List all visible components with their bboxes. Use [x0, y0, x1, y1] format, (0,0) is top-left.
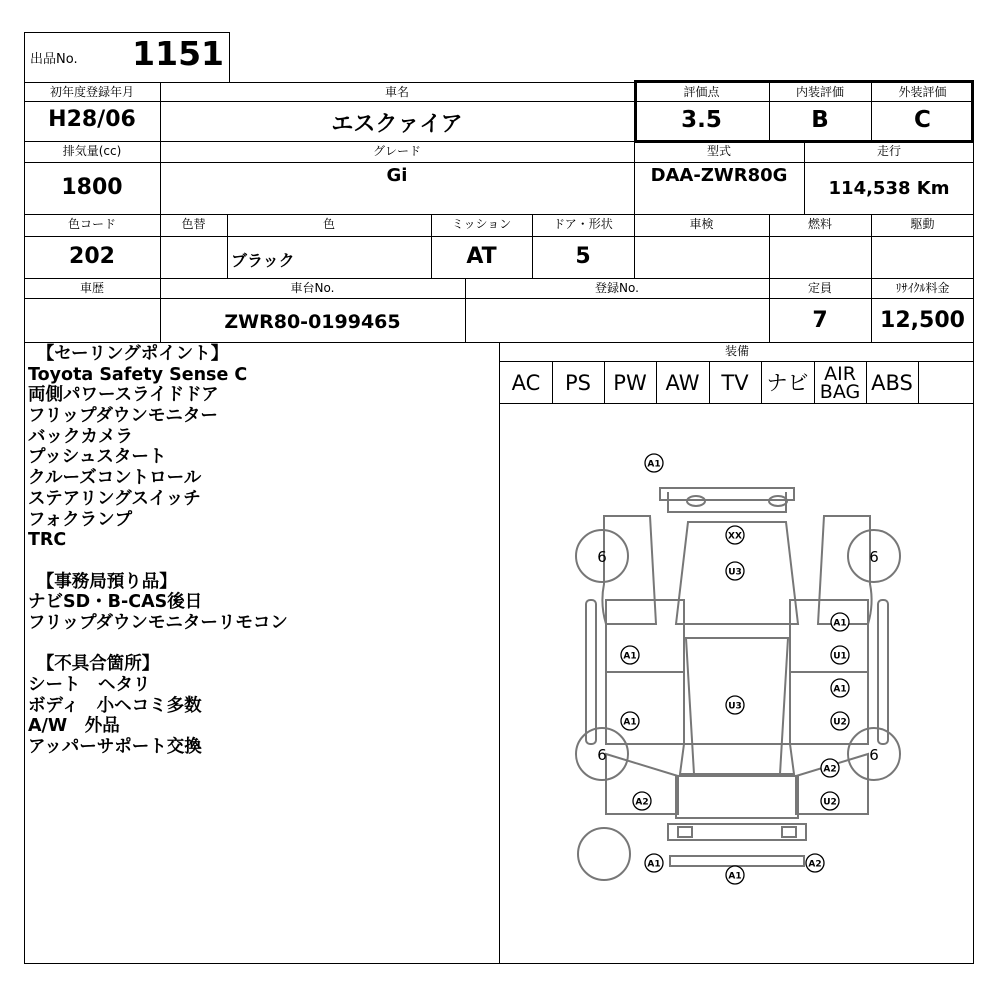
notes-line: シート ヘタリ [28, 675, 151, 695]
damage-mark: A1 [623, 651, 637, 662]
model-code-value: DAA-ZWR80G [650, 165, 788, 186]
displacement-value: 1800 [61, 175, 123, 200]
label-fuel: 燃料 [807, 217, 832, 231]
car-damage-diagram [500, 404, 974, 964]
lot-number: 1151 [132, 34, 224, 73]
label-registration: 登録No. [595, 281, 639, 295]
damage-mark: A1 [728, 871, 742, 882]
equip-ps: PS [565, 371, 591, 395]
tire-number: 6 [597, 746, 607, 764]
label-recycle-fee: ﾘｻｲｸﾙ料金 [895, 281, 950, 295]
label-first-registration: 初年度登録年月 [49, 85, 134, 99]
doors-value: 5 [575, 244, 591, 269]
label-interior: 内装評価 [795, 85, 844, 99]
notes-line: A/W 外品 [28, 716, 120, 737]
label-grade: グレード [372, 144, 421, 158]
label-transmission: ミッション [451, 217, 512, 231]
notes-line: プッシュスタート [28, 447, 167, 468]
notes-line: 両側パワースライドドア [28, 385, 219, 406]
damage-mark: U3 [728, 701, 742, 712]
damage-mark: A2 [808, 859, 822, 870]
notes-line: ナビSD・B-CAS後日 [28, 592, 203, 613]
recycle-fee-value: 12,500 [880, 308, 965, 333]
damage-mark: U1 [833, 651, 847, 662]
notes-line: アッパーサポート交換 [28, 737, 202, 758]
label-capacity: 定員 [807, 281, 832, 295]
label-exterior: 外装評価 [898, 85, 947, 99]
transmission-value: AT [466, 244, 497, 269]
label-drive: 駆動 [910, 217, 935, 231]
equip-aw: AW [665, 371, 700, 395]
damage-mark: A1 [833, 684, 847, 695]
notes-line: クルーズコントロール [28, 468, 202, 489]
chassis-value: ZWR80-0199465 [224, 311, 401, 333]
taillight-left [678, 827, 692, 837]
rear-hatch [676, 776, 798, 818]
damage-mark: A1 [647, 859, 661, 870]
damage-mark: A2 [823, 764, 837, 775]
equip-navi: ナビ [766, 371, 809, 395]
notes-line [28, 634, 288, 655]
rear-pillar [680, 744, 794, 774]
damage-mark: U3 [728, 567, 742, 578]
label-color: 色 [322, 217, 335, 231]
first-registration-value: H28/06 [48, 107, 136, 132]
equip-airbag-top: AIR [824, 363, 856, 385]
label-car-name: 車名 [384, 85, 409, 99]
front-bumper [660, 488, 794, 500]
label-score: 評価点 [683, 85, 720, 99]
tire-number: 6 [597, 548, 607, 566]
notes-line: ステアリングスイッチ [28, 488, 201, 509]
equip-ac: AC [511, 371, 541, 395]
damage-mark: A2 [635, 797, 649, 808]
damage-mark: A1 [623, 717, 637, 728]
taillight-right [782, 827, 796, 837]
notes-line: 【セーリングポイント】 [28, 344, 229, 364]
label-color-code: 色コード [67, 217, 116, 231]
notes-line: フリップダウンモニターリモコン [28, 612, 288, 633]
exterior-value: C [914, 107, 931, 133]
notes-line: TRC [28, 530, 67, 551]
equip-pw: PW [613, 371, 647, 395]
color-code-value: 202 [69, 244, 115, 269]
equip-airbag-bottom: BAG [819, 381, 861, 403]
mileage-value: 114,538 Km [828, 178, 950, 199]
label-inspection: 車検 [689, 217, 714, 231]
car-name-value: エスクァイア [331, 112, 463, 137]
equip-tv: TV [721, 371, 749, 395]
damage-mark: U2 [823, 797, 837, 808]
damage-mark: A1 [833, 618, 847, 629]
notes-line: ボディ 小ヘコミ多数 [28, 695, 202, 716]
interior-value: B [811, 107, 829, 133]
notes-line: フリップダウンモニター [28, 406, 218, 427]
side-skirt-right [878, 600, 888, 744]
tire-number: 6 [869, 746, 879, 764]
notes-line: Toyota Safety Sense C [28, 364, 248, 385]
label-equipment: 装備 [724, 344, 749, 358]
lot-label: 出品No. [30, 52, 78, 67]
notes-line [28, 551, 288, 572]
label-displacement: 排気量(cc) [62, 144, 122, 158]
notes-line: 【事務局預り品】 [28, 571, 177, 592]
spare-tire [578, 828, 630, 880]
damage-mark: XX [728, 531, 742, 542]
label-repaint: 色替 [181, 217, 206, 231]
label-doors: ドア・形状 [553, 217, 613, 231]
color-value: ブラック [231, 251, 295, 270]
damage-marks [621, 454, 849, 884]
grade-value: Gi [386, 165, 408, 186]
notes-list [28, 344, 288, 758]
label-chassis: 車台No. [290, 281, 335, 295]
score-value: 3.5 [681, 107, 722, 133]
tire-number: 6 [869, 548, 879, 566]
notes-line: 【不具合箇所】 [28, 654, 160, 675]
damage-mark: U2 [833, 717, 847, 728]
notes-line: バックカメラ [28, 426, 133, 447]
label-history: 車歴 [79, 281, 104, 295]
notes-line: フォクランプ [28, 509, 133, 530]
label-model-code: 型式 [706, 144, 731, 158]
capacity-value: 7 [812, 308, 828, 333]
side-skirt-left [586, 600, 596, 744]
rear-step [670, 856, 804, 866]
damage-mark: A1 [647, 459, 661, 470]
label-mileage: 走行 [876, 144, 901, 158]
equip-abs: ABS [871, 371, 913, 395]
